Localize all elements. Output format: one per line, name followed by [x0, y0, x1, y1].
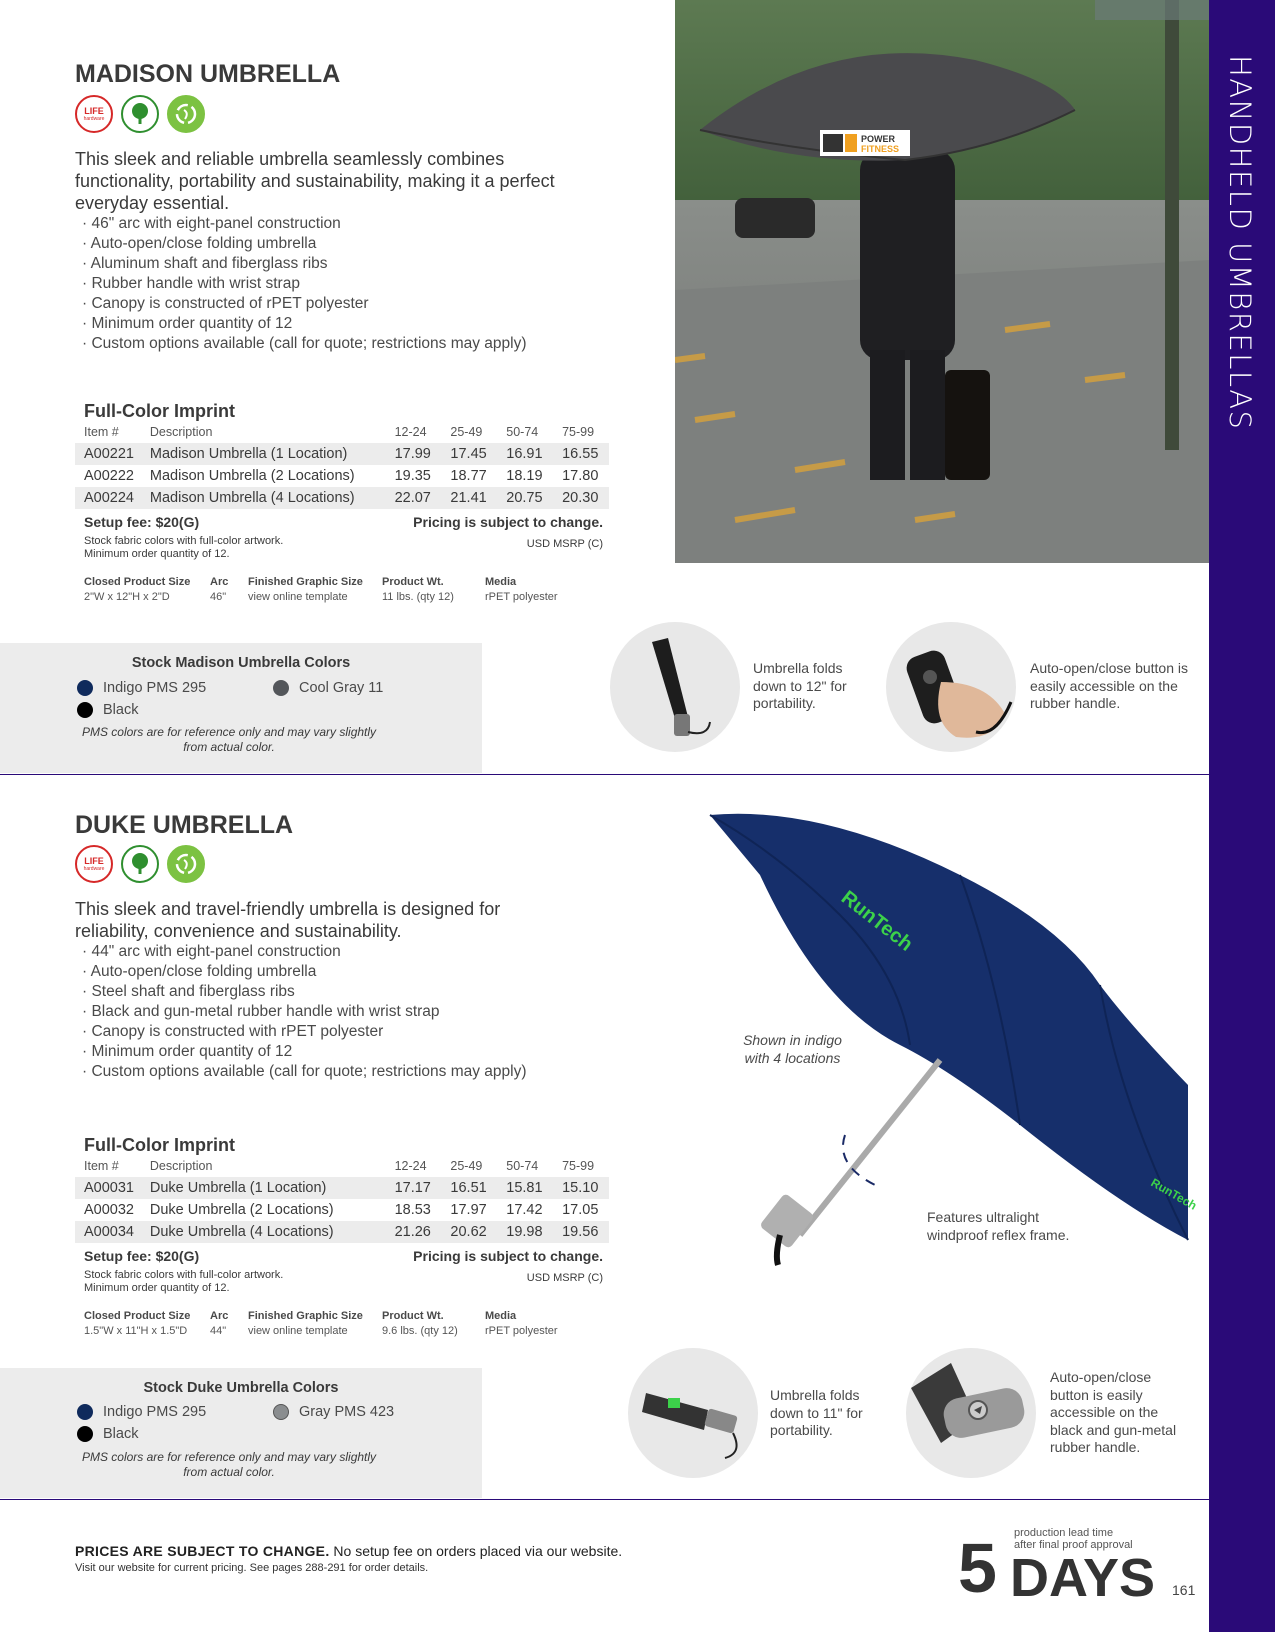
table-header: Item # Description 12-24 25-49 50-74 75-99: [84, 425, 595, 439]
recycle-icon: [167, 845, 205, 883]
umbrella-logo: POWER: [861, 134, 896, 144]
duke-bullets: [82, 942, 527, 1082]
spec-media: Media rPET polyester: [485, 1310, 558, 1337]
spec-closed-size: Closed Product Size 1.5"W x 11"H x 1.5"D: [84, 1310, 191, 1337]
spec-media: Media rPET polyester: [485, 576, 558, 603]
madison-badges: [75, 95, 205, 133]
madison-colors-box: [0, 643, 482, 773]
product-logo: RunTech: [836, 886, 917, 956]
page-number: 161: [1172, 1582, 1196, 1598]
color-swatch: Gray PMS 423: [273, 1404, 394, 1420]
color-swatch: Indigo PMS 295: [77, 1404, 206, 1420]
duke-price-table: [75, 1157, 609, 1243]
section-divider: [0, 774, 1209, 775]
color-swatch: Black: [77, 702, 138, 718]
duke-features-caption: Features ultralight windproof reflex frame.: [927, 1209, 1070, 1243]
svg-text:RunTech: RunTech: [1148, 1175, 1200, 1213]
lead-time-days: DAYS: [1010, 1548, 1156, 1608]
duke-folded-photo: [628, 1348, 758, 1478]
table-row: A00032 Duke Umbrella (2 Locations) 18.53 17.97 17.42 17.05: [84, 1202, 599, 1218]
life-hardware-icon: LIFE hardware: [75, 95, 113, 133]
duke-colors-box: [0, 1368, 482, 1498]
duke-setup-fee: Setup fee: $20(G): [84, 1248, 200, 1264]
bullet-item: · Canopy is constructed of rPET polyester: [82, 295, 369, 312]
madison-title: MADISON UMBRELLA: [75, 60, 341, 88]
duke-handle-photo: [906, 1348, 1036, 1478]
duke-specs: [84, 1310, 572, 1337]
bullet-item: · Rubber handle with wrist strap: [82, 275, 300, 292]
svg-text:FITNESS: FITNESS: [861, 144, 900, 154]
color-swatch: Indigo PMS 295: [77, 680, 206, 696]
duke-msrp: USD MSRP (C): [526, 1272, 603, 1284]
madison-imprint-title: Full-Color Imprint: [84, 401, 235, 421]
madison-fold-caption: Umbrella folds down to 12" for portability.: [753, 660, 847, 711]
madison-button-caption: Auto-open/close button is easily accessible on the rubber handle.: [1030, 660, 1188, 711]
section-divider: [0, 1499, 1209, 1500]
table-row: A00034 Duke Umbrella (4 Locations) 21.26 20.62 19.98 19.56: [75, 1221, 609, 1243]
swatch-dot: [77, 1426, 93, 1442]
swatch-dot: [77, 680, 93, 696]
swatch-dot: [273, 1404, 289, 1420]
colors-note: PMS colors are for reference only and may vary slightly from actual color.: [81, 725, 377, 754]
bullet-item: · Steel shaft and fiberglass ribs: [82, 983, 295, 1000]
madison-folded-photo: [610, 622, 740, 752]
bullet-item: · Auto-open/close folding umbrella: [82, 235, 317, 252]
madison-lead: This sleek and reliable umbrella seamlessly combines functionality, portability and sustainability, making it a perfect everyday essential.: [75, 149, 555, 213]
bullet-item: · Canopy is constructed with rPET polyester: [82, 1023, 384, 1040]
madison-stock-note: Stock fabric colors with full-color artwork. Minimum order quantity of 12.: [84, 535, 284, 560]
madison-bullets: [82, 214, 527, 354]
bullet-item: · Aluminum shaft and fiberglass ribs: [82, 255, 328, 272]
spec-graphic-size: Finished Graphic Size view online template: [248, 1310, 363, 1337]
life-hardware-icon: LIFE hardware: [75, 845, 113, 883]
madison-msrp: USD MSRP (C): [526, 538, 603, 550]
duke-lead: This sleek and travel-friendly umbrella is designed for reliability, convenience and sustainability.: [75, 899, 501, 941]
duke-title: DUKE UMBRELLA: [75, 811, 294, 839]
duke-stock-note: Stock fabric colors with full-color artwork. Minimum order quantity of 12.: [84, 1269, 284, 1294]
table-row: A00224 Madison Umbrella (4 Locations) 22.07 21.41 20.75 20.30: [75, 487, 609, 509]
colors-note: PMS colors are for reference only and may vary slightly from actual color.: [81, 1450, 377, 1479]
colors-title: Stock Madison Umbrella Colors: [131, 655, 351, 671]
duke-imprint-title: Full-Color Imprint: [84, 1135, 235, 1155]
color-swatch: Cool Gray 11: [273, 680, 383, 696]
colors-title: Stock Duke Umbrella Colors: [143, 1380, 339, 1396]
spec-arc: Arc 46": [210, 576, 229, 603]
spec-graphic-size: Finished Graphic Size view online template: [248, 576, 363, 603]
madison-specs: [84, 576, 572, 603]
tree-icon: [121, 95, 159, 133]
bullet-item: · 46" arc with eight-panel construction: [82, 215, 341, 232]
duke-pricing-note: Pricing is subject to change.: [413, 1248, 603, 1264]
table-header: Item # Description 12-24 25-49 50-74 75-99: [84, 1159, 595, 1173]
madison-price-table: [75, 423, 609, 509]
sidebar-title: HANDHELD UMBRELLAS: [1223, 55, 1257, 431]
footer-subnote: Visit our website for current pricing. See pages 288-291 for order details.: [75, 1562, 429, 1574]
duke-fold-caption: Umbrella folds down to 11" for portability.: [770, 1387, 863, 1438]
table-row: A00221 Madison Umbrella (1 Location) 17.99 17.45 16.91 16.55: [75, 443, 609, 465]
madison-pricing-note: Pricing is subject to change.: [413, 514, 603, 530]
table-row: A00222 Madison Umbrella (2 Locations) 19.35 18.77 18.19 17.80: [84, 468, 599, 484]
swatch-dot: [77, 702, 93, 718]
color-swatch: Black: [77, 1426, 138, 1442]
spec-weight: Product Wt. 9.6 lbs. (qty 12): [382, 1310, 458, 1337]
tree-icon: [121, 845, 159, 883]
spec-arc: Arc 44": [210, 1310, 229, 1337]
duke-badges: [75, 845, 205, 883]
spec-weight: Product Wt. 11 lbs. (qty 12): [382, 576, 454, 603]
recycle-icon: [167, 95, 205, 133]
madison-setup-fee: Setup fee: $20(G): [84, 514, 200, 530]
bullet-item: · 44" arc with eight-panel construction: [82, 943, 341, 960]
duke-shown-in-caption: Shown in indigo with 4 locations: [743, 1032, 842, 1066]
bullet-item: · Minimum order quantity of 12: [82, 1043, 293, 1060]
table-row: A00031 Duke Umbrella (1 Location) 17.17 16.51 15.81 15.10: [75, 1177, 609, 1199]
bullet-item: · Custom options available (call for quote; restrictions may apply): [82, 335, 527, 352]
swatch-dot: [273, 680, 289, 696]
madison-photo: [675, 0, 1209, 563]
lead-time-label: production lead time after final proof approval: [1014, 1527, 1133, 1551]
swatch-dot: [77, 1404, 93, 1420]
spec-closed-size: Closed Product Size 2"W x 12"H x 2"D: [84, 576, 191, 603]
lead-time-number: 5: [958, 1529, 995, 1607]
footer-notice: PRICES ARE SUBJECT TO CHANGE. No setup fee on orders placed via our website.: [75, 1543, 623, 1559]
duke-button-caption: Auto-open/close button is easily accessible on the black and gun-metal rubber handle.: [1050, 1369, 1177, 1455]
bullet-item: · Auto-open/close folding umbrella: [82, 963, 317, 980]
madison-handle-photo: [886, 622, 1016, 752]
bullet-item: · Black and gun-metal rubber handle with wrist strap: [82, 1003, 440, 1020]
bullet-item: · Custom options available (call for quote; restrictions may apply): [82, 1063, 527, 1080]
bullet-item: · Minimum order quantity of 12: [82, 315, 293, 332]
